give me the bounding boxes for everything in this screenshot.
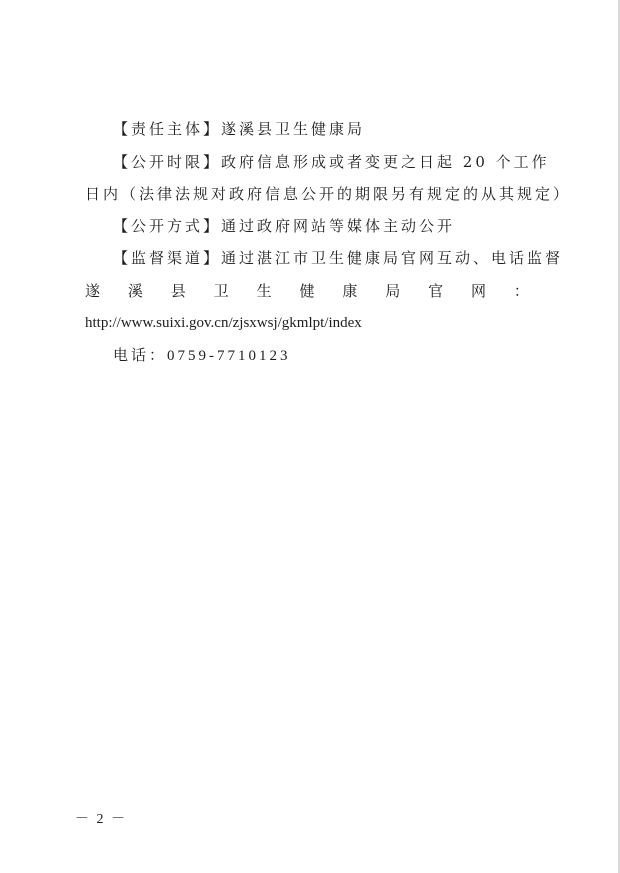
official-site-char: 康	[342, 282, 358, 300]
official-site-url[interactable]: http://www.suixi.gov.cn/zjsxwsj/gkmlpt/index	[85, 315, 362, 331]
official-site-char: 县	[170, 282, 186, 300]
official-site-char: 网	[471, 282, 487, 300]
disclosure-period-line-1: 【公开时限】政府信息形成或者变更之日起 20 个工作	[113, 153, 550, 171]
phone-line	[113, 345, 291, 366]
page-number: － 2 －	[75, 812, 127, 827]
phone-number: 0759-7710123	[167, 348, 291, 364]
official-site-char: 遂	[85, 282, 101, 300]
supervision-channel-line: 【监督渠道】通过湛江市卫生健康局官网互动、电话监督	[113, 249, 564, 267]
official-site-char: ：	[513, 282, 529, 300]
official-site-char: 健	[299, 282, 315, 300]
disclosure-method-line: 【公开方式】通过政府网站等媒体主动公开	[113, 217, 456, 235]
official-site-char: 卫	[213, 282, 229, 300]
disclosure-period-line-2: 日内（法律法规对政府信息公开的期限另有规定的从其规定）	[85, 185, 572, 203]
responsible-body-line: 【责任主体】遂溪县卫生健康局	[113, 120, 366, 138]
official-site-char: 溪	[127, 282, 143, 300]
official-site-char: 官	[428, 282, 444, 300]
official-site-label-line	[85, 281, 529, 301]
official-site-char: 局	[385, 282, 401, 300]
official-site-char: 生	[256, 282, 272, 300]
phone-label: 电话：	[113, 346, 168, 364]
